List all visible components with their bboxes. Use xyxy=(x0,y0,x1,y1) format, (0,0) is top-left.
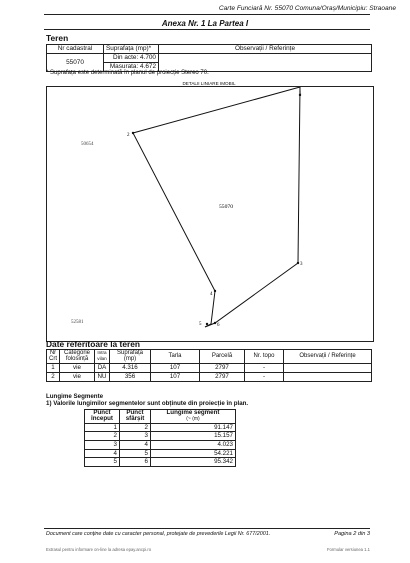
seg-cell-end: 2 xyxy=(120,423,151,432)
teren-table xyxy=(46,44,372,72)
point-label-1: 1 xyxy=(299,91,302,96)
ref-cell-observatii xyxy=(284,363,372,372)
ref-col-tarla: Tarla xyxy=(151,350,200,364)
plan-title: DETALII LINIARE IMOBIL xyxy=(182,81,236,86)
seg-cell-length: 95.342 xyxy=(151,458,236,467)
table-row xyxy=(47,363,372,372)
ref-col-observatii: Observații / Referințe xyxy=(284,350,372,364)
ref-cell-tarla: 107 xyxy=(151,363,200,372)
seg-cell-start: 3 xyxy=(85,441,120,450)
teren-col-suprafata: Suprafața (mp)* xyxy=(104,45,159,54)
seg-cell-length: 15.157 xyxy=(151,432,236,441)
parcel-point-6 xyxy=(214,322,216,324)
footer-divider xyxy=(44,528,370,529)
ref-col-topo: Nr. topo xyxy=(245,350,284,364)
point-label-3: 3 xyxy=(300,262,303,267)
teren-masurata: Masurata: 4.672 xyxy=(104,63,159,72)
seg-cell-end: 5 xyxy=(120,449,151,458)
lungime-title xyxy=(46,393,248,407)
ref-col-suprafata: Suprafața (mp) xyxy=(110,350,151,364)
ref-col-categorie: Categorie folosință xyxy=(60,350,95,364)
annex-divider xyxy=(44,29,370,30)
ref-cell-suprafata: 356 xyxy=(110,372,151,381)
parcel-point-4 xyxy=(214,290,216,292)
ref-cell-intravilan: DA xyxy=(95,363,110,372)
footer-legal-note: Document care conține date cu caracter personal, protejate de prevederile Legii Nr. 677/2001. xyxy=(46,531,271,537)
neighbor-bottom-label: 52581 xyxy=(71,320,84,325)
footer-page-number: Pagina 2 din 3 xyxy=(334,531,370,537)
table-row xyxy=(47,372,372,381)
ref-cell-categorie: vie xyxy=(60,363,95,372)
referitoare-title: Date referitoare la teren xyxy=(46,339,141,349)
seg-cell-end: 6 xyxy=(120,458,151,467)
teren-din-acte: Din acte: 4.700 xyxy=(104,54,159,63)
seg-cell-length: 54.221 xyxy=(151,449,236,458)
teren-col-nr: Nr cadastral xyxy=(47,45,104,54)
carte-funciara-header: Carte Funciară Nr. 55070 Comuna/Oraș/Municipiu: Straoane xyxy=(218,5,396,12)
ref-cell-categorie: vie xyxy=(60,372,95,381)
ref-cell-parcela: 2797 xyxy=(200,372,245,381)
point-label-4: 4 xyxy=(210,292,213,297)
referitoare-table xyxy=(46,349,372,382)
teren-title: Teren xyxy=(46,33,69,43)
lungime-heading: Lungime Segmente xyxy=(46,393,104,400)
parcel-point-2 xyxy=(132,132,134,134)
table-row xyxy=(85,449,236,458)
table-row xyxy=(85,432,236,441)
parcel-boundary xyxy=(133,87,300,327)
point-label-2: 2 xyxy=(127,133,130,138)
seg-col-unit: (~ (m) xyxy=(186,416,200,423)
ref-cell-topo: - xyxy=(245,363,284,372)
ref-col-intravilan: Intra vilan xyxy=(95,350,110,364)
segments-table xyxy=(84,409,236,467)
ref-cell-tarla: 107 xyxy=(151,372,200,381)
teren-note: * Suprafața este determinată în planul de proiecție Stereo 70. xyxy=(46,70,209,76)
ref-cell-parcela: 2797 xyxy=(200,363,245,372)
footer-source-note: Extrasul pentru informare on-line la adresa epay.ancpi.ro xyxy=(46,547,152,552)
seg-col-start: Punct început xyxy=(85,410,120,424)
seg-cell-length: 4.023 xyxy=(151,441,236,450)
teren-col-observatii: Observații / Referințe xyxy=(159,45,372,54)
seg-col-length xyxy=(151,410,236,424)
seg-cell-end: 4 xyxy=(120,441,151,450)
lungime-subtitle: 1) Valorile lungimilor segmentelor sunt obținute din proiecție în plan. xyxy=(46,400,249,407)
teren-nr-cadastral: 55070 xyxy=(47,54,104,72)
teren-observatii xyxy=(159,54,372,72)
parcel-number-label: 55070 xyxy=(219,204,233,210)
ref-cell-nr: 2 xyxy=(47,372,60,381)
point-label-5: 5 xyxy=(199,322,202,327)
parcel-point-5 xyxy=(206,323,208,325)
parcel-point-3 xyxy=(297,262,299,264)
seg-cell-start: 1 xyxy=(85,423,120,432)
footer-form-version: Formular versiunea 1.1 xyxy=(326,547,370,552)
annex-title: Anexa Nr. 1 La Partea I xyxy=(161,19,249,28)
parcel-plan-drawing xyxy=(47,87,373,341)
seg-col-length-label: Lungime segment xyxy=(166,409,220,416)
point-label-6: 6 xyxy=(217,323,220,328)
seg-cell-start: 5 xyxy=(85,458,120,467)
table-row xyxy=(85,441,236,450)
seg-cell-start: 4 xyxy=(85,449,120,458)
ref-cell-topo: - xyxy=(245,372,284,381)
neighbor-top-label: 50654 xyxy=(81,142,94,147)
ref-col-parcela: Parcelă xyxy=(200,350,245,364)
ref-cell-nr: 1 xyxy=(47,363,60,372)
parcel-plan xyxy=(46,86,374,342)
header-divider xyxy=(44,14,370,15)
ref-cell-suprafata: 4.316 xyxy=(110,363,151,372)
ref-cell-observatii xyxy=(284,372,372,381)
seg-cell-start: 2 xyxy=(85,432,120,441)
table-row xyxy=(85,458,236,467)
ref-cell-intravilan: NU xyxy=(95,372,110,381)
table-row xyxy=(85,423,236,432)
seg-col-end: Punct sfârșit xyxy=(120,410,151,424)
ref-col-nr: Nr Crt xyxy=(47,350,60,364)
seg-cell-end: 3 xyxy=(120,432,151,441)
seg-cell-length: 91.147 xyxy=(151,423,236,432)
